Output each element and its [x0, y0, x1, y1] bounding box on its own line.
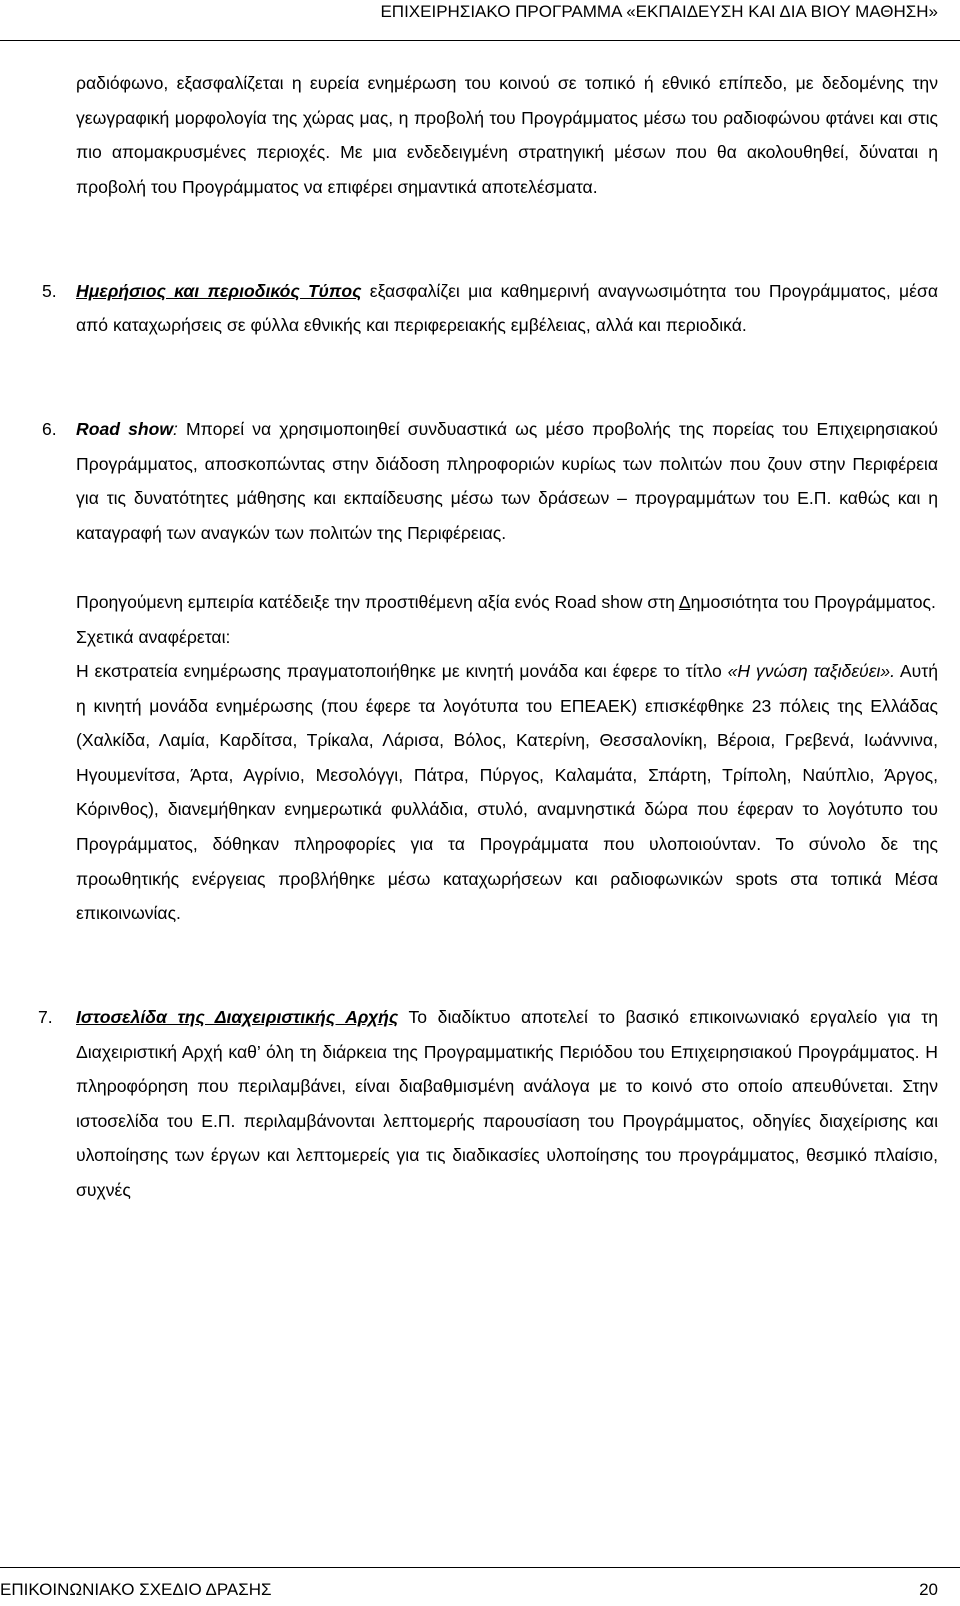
document-body	[38, 66, 939, 1208]
item-5-paragraph	[42, 274, 939, 343]
campaign-paragraph	[76, 654, 938, 931]
footer-title: ΕΠΙΚΟΙΝΩΝΙΑΚΟ ΣΧΕΔΙΟ ΔΡΑΣΗΣ	[0, 1580, 272, 1599]
page-footer	[0, 1567, 960, 1606]
item-6-colon: :	[173, 418, 178, 439]
item-7-title: Ιστοσελίδα της Διαχειριστικής Αρχής	[76, 1007, 399, 1028]
intro-paragraph: ραδιόφωνο, εξασφαλίζεται η ευρεία ενημέρωση του κοινού σε τοπικό ή εθνικό επίπεδο, με δεδομένης την γεωγραφική μορφολογία της χώρας μας, η προβολή του Προγράμματος μέσω του ραδιοφώνου φτάνει και στις πιο απομακρυσμένες περιοχές. Με μια ενδεδειγμένη στρατηγική μέσων που θα ακολουθηθεί, δύναται η προβολή του Προγράμματος να επιφέρει σημαντικά αποτελέσματα.	[76, 73, 938, 197]
item-7-paragraph	[38, 1000, 938, 1208]
item-7-text: Το διαδίκτυο αποτελεί το βασικό επικοινωνιακό εργαλείο για τη Διαχειριστική Αρχή καθ’ όλη τη διάρκεια της Προγραμματικής Περιόδου του Επιχειρησιακού Προγράμματος. Η πληροφόρηση που περιλαμβάνει, είναι διαβαθμισμένη ανάλογα με το κοινό στο οποίο απευθύνεται. Στην ιστοσελίδα του Ε.Π. περιλαμβάνονται λεπτομερής παρουσίαση του Προγράμματος, οδηγίες διαχείρισης και υλοποίησης των έργων και λεπτομερείς για τις διαδικασίες υλοποίησης του προγράμματος, θεσμικό πλαίσιο, συχνές	[76, 1007, 938, 1200]
experience-paragraph	[76, 585, 938, 620]
item-7-number: 7.	[38, 1007, 53, 1028]
page-header	[0, 0, 960, 41]
campaign-text-end: Αυτή η κινητή μονάδα ενημέρωσης (που έφερε τα λογότυπα του ΕΠΕΑΕΚ) επισκέφθηκε 23 πόλεις της Ελλάδας (Χαλκίδα, Λαμία, Καρδίτσα, Τρίκαλα, Λάρισα, Βόλος, Κατερίνη, Θεσσαλονίκη, Βέροια, Γρεβενά, Ιωάννινα, Ηγουμενίτσα, Άρτα, Αγρίνιο, Μεσολόγγι, Πάτρα, Πύργος, Καλαμάτα, Σπάρτη, Τρίπολη, Ναύπλιο, Άργος, Κόρινθος), διανεμήθηκαν ενημερωτικά φυλλάδια, στυλό, αναμνηστικά δώρα που έφεραν το λογότυπο του Προγράμματος, δόθηκαν πληροφορίες για τα Προγράμματα που υλοποιούνταν. Το σύνολο δε της προωθητικής ενέργειας προβλήθηκε μέσω καταχωρήσεων και ραδιοφωνικών spots στα τοπικά Μέσα επικοινωνίας.	[76, 661, 938, 924]
experience-text-end: ημοσιότητα του Προγράμματος.	[690, 591, 936, 612]
campaign-text: Η εκστρατεία ενημέρωσης πραγματοποιήθηκε με κινητή μονάδα και έφερε το τίτλο	[76, 661, 728, 682]
item-6-text: Μπορεί να χρησιμοποιηθεί συνδυαστικά ως μέσο προβολής της πορείας του Επιχειρησιακού Προγράμματος, αποσκοπώντας στην διάδοση πληροφοριών κυρίως των πολιτών που ζουν στην Περιφέρεια για τις δυνατότητες μάθησης και εκπαίδευσης μέσω των δράσεων – προγραμμάτων του Ε.Π. καθώς και η καταγραφή των αναγκών των πολιτών της Περιφέρειας.	[76, 418, 938, 543]
related-label: Σχετικά αναφέρεται:	[76, 626, 231, 647]
experience-underlined-letter: Δ	[678, 591, 691, 612]
item-6-paragraph	[42, 412, 938, 550]
item-6-title: Road show	[76, 418, 174, 439]
item-5-number: 5.	[42, 280, 57, 301]
campaign-title: «Η γνώση ταξιδεύει».	[727, 661, 896, 682]
experience-text: Προηγούμενη εμπειρία κατέδειξε την προστιθέμενη αξία ενός Road show στη	[76, 591, 679, 612]
page-number: 20	[919, 1580, 938, 1599]
item-6-number: 6.	[42, 418, 57, 439]
header-title: ΕΠΙΧΕΙΡΗΣΙΑΚΟ ΠΡΟΓΡΑΜΜΑ «ΕΚΠΑΙΔΕΥΣΗ ΚΑΙ ΔΙΑ ΒΙΟΥ ΜΑΘΗΣΗ»	[380, 2, 938, 21]
item-5-title: Ημερήσιος και περιοδικός Τύπος	[76, 280, 362, 301]
item-5-text: εξασφαλίζει μια καθημερινή αναγνωσιμότητα του Προγράμματος, μέσα από καταχωρήσεις σε φύλλα εθνικής και περιφερειακής εμβέλειας, αλλά και περιοδικά.	[76, 280, 939, 336]
